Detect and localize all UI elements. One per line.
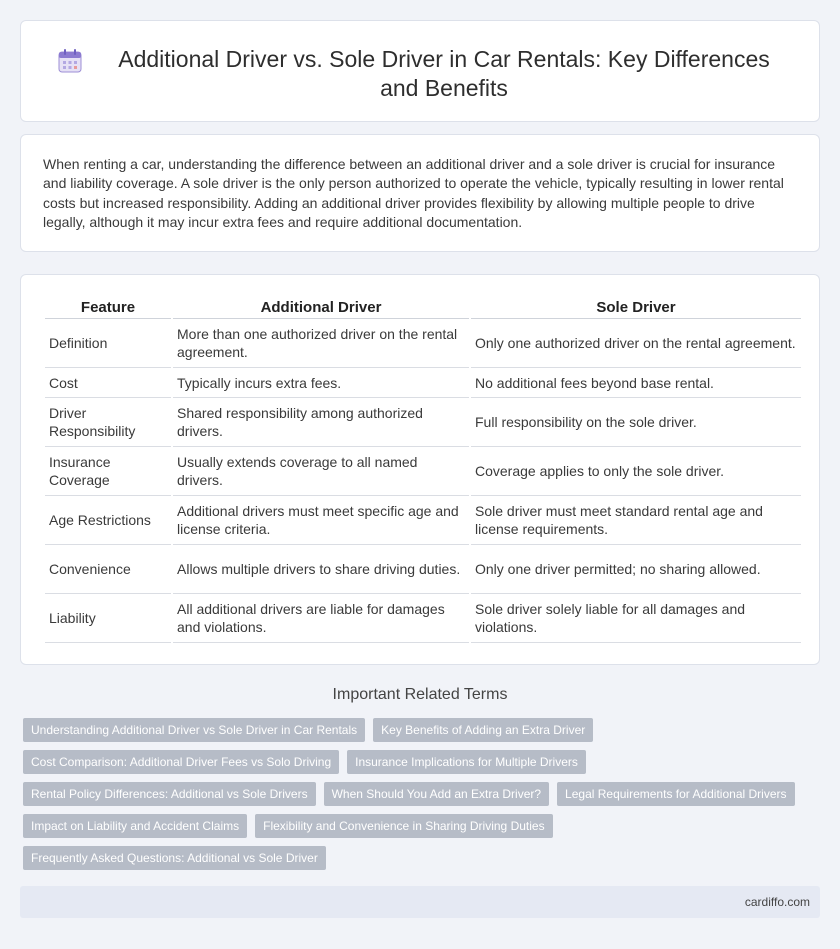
calendar-icon — [56, 47, 84, 75]
row-sole: Only one driver permitted; no sharing allowed. — [471, 545, 801, 594]
row-feature: Insurance Coverage — [45, 447, 171, 496]
row-sole: No additional fees beyond base rental. — [471, 368, 801, 398]
intro-card — [20, 134, 820, 252]
page-title: Additional Driver vs. Sole Driver in Car Rentals: Key Differences and Benefits — [118, 46, 770, 101]
table-row — [45, 398, 801, 447]
related-term-link[interactable]: Understanding Additional Driver vs Sole Driver in Car Rentals — [23, 718, 365, 742]
table-row — [45, 319, 801, 368]
table-header-row — [45, 295, 801, 319]
row-feature: Definition — [45, 319, 171, 368]
row-additional: Shared responsibility among authorized drivers. — [173, 398, 469, 447]
row-feature: Age Restrictions — [45, 496, 171, 545]
table-row — [45, 447, 801, 496]
row-feature: Driver Responsibility — [45, 398, 171, 447]
row-sole: Sole driver must meet standard rental age and license requirements. — [471, 496, 801, 545]
row-additional: Typically incurs extra fees. — [173, 368, 469, 398]
row-sole: Sole driver solely liable for all damages and violations. — [471, 594, 801, 643]
table-row — [45, 368, 801, 398]
row-sole: Coverage applies to only the sole driver. — [471, 447, 801, 496]
related-term-link[interactable]: Rental Policy Differences: Additional vs Sole Drivers — [23, 782, 316, 806]
related-term-link[interactable]: Legal Requirements for Additional Drivers — [557, 782, 794, 806]
comparison-table — [43, 295, 803, 643]
related-term-link[interactable]: Insurance Implications for Multiple Drivers — [347, 750, 586, 774]
row-additional: Additional drivers must meet specific age and license criteria. — [173, 496, 469, 545]
related-terms-list — [23, 718, 823, 878]
header-additional-driver: Additional Driver — [173, 295, 469, 319]
row-additional: All additional drivers are liable for damages and violations. — [173, 594, 469, 643]
row-feature: Liability — [45, 594, 171, 643]
row-additional: Allows multiple drivers to share driving duties. — [173, 545, 469, 594]
footer — [20, 886, 820, 918]
row-sole: Full responsibility on the sole driver. — [471, 398, 801, 447]
row-feature: Cost — [45, 368, 171, 398]
row-additional: More than one authorized driver on the rental agreement. — [173, 319, 469, 368]
related-term-link[interactable]: Flexibility and Convenience in Sharing Driving Duties — [255, 814, 552, 838]
row-additional: Usually extends coverage to all named drivers. — [173, 447, 469, 496]
related-term-link[interactable]: Key Benefits of Adding an Extra Driver — [373, 718, 593, 742]
related-term-link[interactable]: Cost Comparison: Additional Driver Fees vs Solo Driving — [23, 750, 339, 774]
table-row — [45, 594, 801, 643]
header-sole-driver: Sole Driver — [471, 295, 801, 319]
related-terms-title: Important Related Terms — [332, 686, 508, 703]
related-term-link[interactable]: Frequently Asked Questions: Additional vs Sole Driver — [23, 846, 326, 870]
related-term-link[interactable]: Impact on Liability and Accident Claims — [23, 814, 247, 838]
row-feature: Convenience — [45, 545, 171, 594]
header-card — [20, 20, 820, 122]
intro-text: When renting a car, understanding the difference between an additional driver and a sole driver is crucial for insurance and liability coverage. A sole driver is the only person authorized to operate the vehicle, typically resulting in lower rental costs but increased responsibility. Adding an additional driver provides flexibility by allowing multiple people to drive legally, although it may incur extra fees and require additional documentation. — [43, 156, 784, 231]
related-term-link[interactable]: When Should You Add an Extra Driver? — [324, 782, 549, 806]
table-row — [45, 545, 801, 594]
footer-site-link[interactable]: cardiffo.com — [744, 895, 810, 909]
row-sole: Only one authorized driver on the rental agreement. — [471, 319, 801, 368]
table-row — [45, 496, 801, 545]
header-feature: Feature — [45, 295, 171, 319]
comparison-card — [20, 274, 820, 665]
